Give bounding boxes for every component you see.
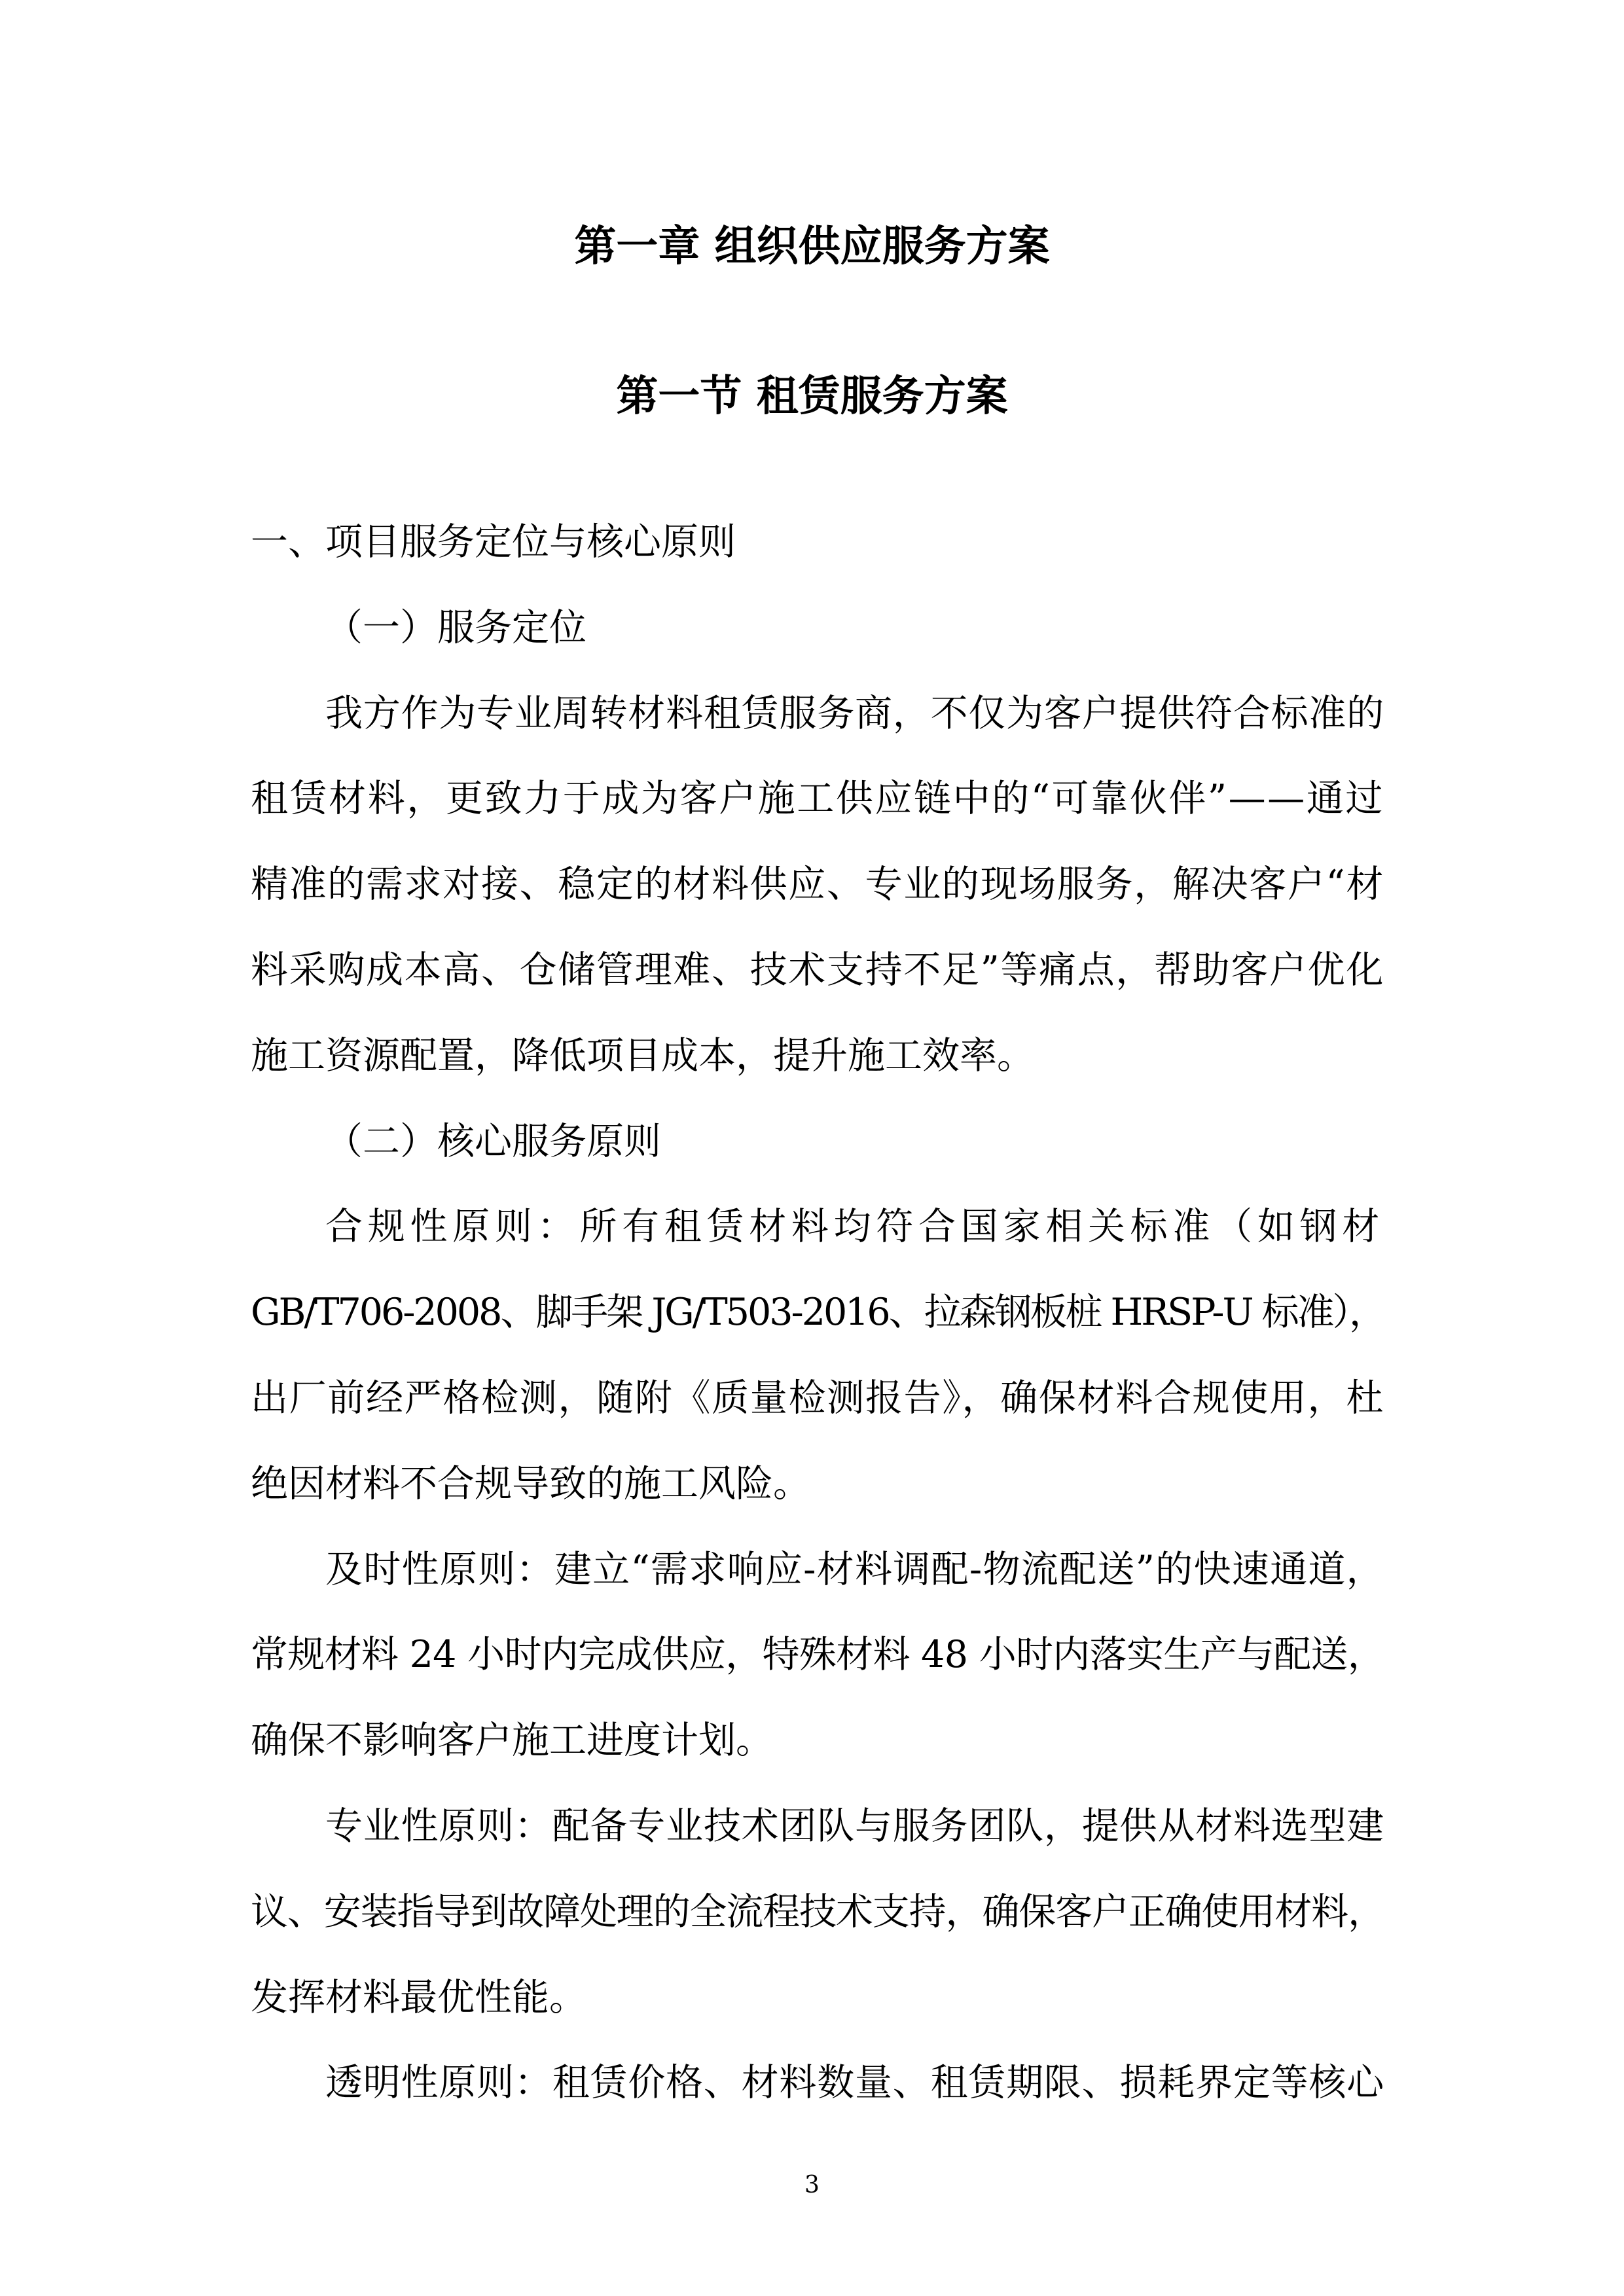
chapter-title: 第一章 组织供应服务方案 xyxy=(574,223,1050,271)
document-body xyxy=(251,499,1384,2126)
section-title: 第一节 租赁服务方案 xyxy=(616,372,1008,421)
paragraph-row xyxy=(251,1441,1384,1527)
paragraph-line: 绝因材料不合规导致的施工风险。 xyxy=(251,1462,810,1505)
paragraph-line: 确保不影响客户施工进度计划。 xyxy=(251,1719,773,1763)
paragraph-row xyxy=(251,1527,1384,1613)
paragraph-line: GB/T706-2008、脚手架 JG/T503-2016、拉森钢板桩 HRSP-U 标准）， xyxy=(251,1291,1384,1335)
subheading-service-positioning: （一）服务定位 xyxy=(325,605,586,649)
subheading-core-principles: （二）核心服务原则 xyxy=(325,1119,661,1163)
paragraph-line: 精准的需求对接、稳定的材料供应、专业的现场服务，解决客户“材 xyxy=(251,863,1384,906)
paragraph-line: 透明性原则：租赁价格、材料数量、租赁期限、损耗界定等核心 xyxy=(325,2061,1384,2105)
paragraph-row xyxy=(251,842,1384,927)
paragraph-row xyxy=(251,1355,1384,1441)
subheading-row xyxy=(251,1099,1384,1185)
paragraph-line: 料采购成本高、仓储管理难、技术支持不足”等痛点，帮助客户优化 xyxy=(251,948,1384,992)
paragraph-line: 施工资源配置，降低项目成本，提升施工效率。 xyxy=(251,1033,1034,1077)
paragraph-line: 议、安装指导到故障处理的全流程技术支持，确保客户正确使用材料， xyxy=(251,1890,1384,1933)
paragraph-line: 常规材料 24 小时内完成供应，特殊材料 48 小时内落实生产与配送， xyxy=(251,1633,1384,1677)
paragraph-row xyxy=(251,1184,1384,1270)
paragraph-line: 合规性原则：所有租赁材料均符合国家相关标准（如钢材 xyxy=(325,1205,1384,1249)
paragraph-line: 发挥材料最优性能。 xyxy=(251,1975,586,2019)
paragraph-line: 租赁材料，更致力于成为客户施工供应链中的“可靠伙伴”——通过 xyxy=(251,777,1384,821)
paragraph-row xyxy=(251,1784,1384,1869)
paragraph-row xyxy=(251,1270,1384,1355)
heading-1-row xyxy=(251,499,1384,585)
page-number: 3 xyxy=(804,2172,820,2198)
paragraph-row xyxy=(251,671,1384,757)
paragraph-row xyxy=(251,2040,1384,2126)
paragraph-row xyxy=(251,1955,1384,2041)
paragraph-row xyxy=(251,1612,1384,1698)
paragraph-row xyxy=(251,1013,1384,1099)
paragraph-row xyxy=(251,1698,1384,1784)
paragraph-line: 及时性原则：建立“需求响应-材料调配-物流配送”的快速通道， xyxy=(325,1547,1384,1591)
heading-1: 一、项目服务定位与核心原则 xyxy=(251,520,736,564)
paragraph-line: 出厂前经严格检测，随附《质量检测报告》，确保材料合规使用，杜 xyxy=(251,1376,1384,1420)
paragraph-row xyxy=(251,927,1384,1013)
paragraph-line: 专业性原则：配备专业技术团队与服务团队，提供从材料选型建 xyxy=(325,1804,1384,1848)
paragraph-line: 我方作为专业周转材料租赁服务商，不仅为客户提供符合标准的 xyxy=(325,691,1384,735)
paragraph-row xyxy=(251,756,1384,842)
paragraph-row xyxy=(251,1869,1384,1955)
subheading-row xyxy=(251,585,1384,671)
